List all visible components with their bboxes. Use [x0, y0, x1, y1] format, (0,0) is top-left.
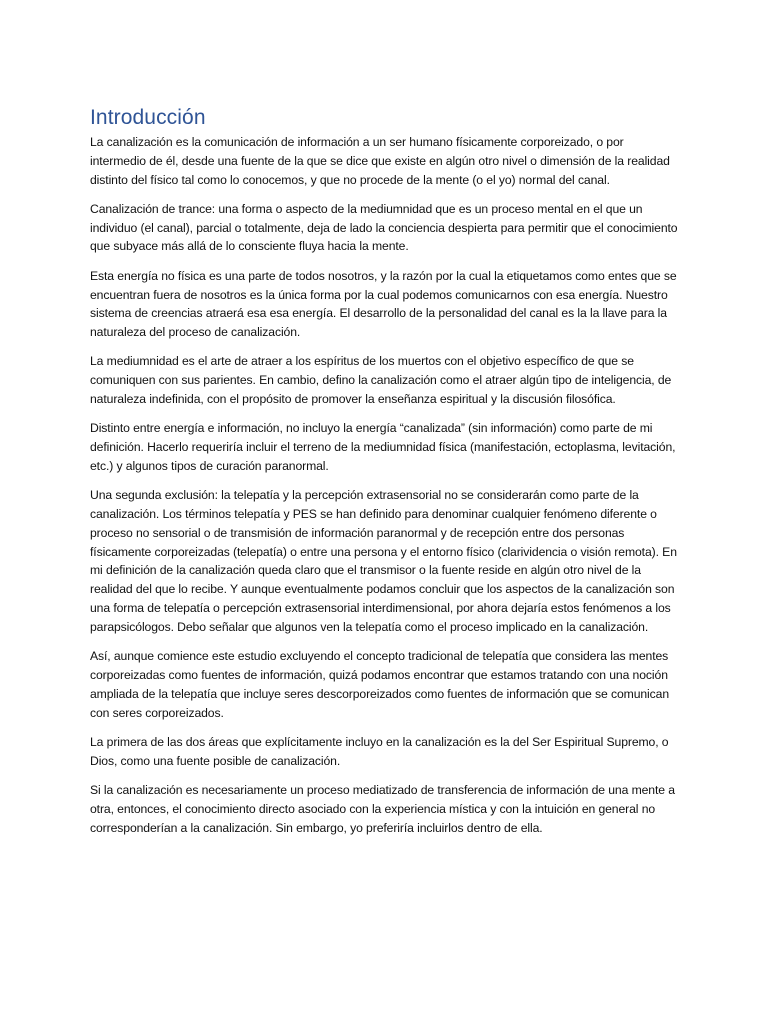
document-title: Introducción: [90, 106, 206, 129]
paragraph-9: Si la canalización es necesariamente un proceso mediatizado de transferencia de información de una mente a otra, entonces, el conocimiento directo asociado con la experiencia mística y con la intuición en general no corresponderían a la canalización. Sin embargo, yo preferiría incluirlos dentro de ella.: [90, 782, 675, 835]
paragraph-4: La mediumnidad es el arte de atraer a los espíritus de los muertos con el objetivo específico de que se comuniquen con sus parientes. En cambio, defino la canalización como el atraer algún tipo de inteligencia, de naturaleza indefinida, con el propósito de promover la enseñanza espiritual y la discusión filosófica.: [90, 354, 672, 407]
paragraph-3: Esta energía no física es una parte de todos nosotros, y la razón por la cual la etiquetamos como entes que se encuentran fuera de nosotros es la única forma por la cual podemos comunicarnos con esa energía. Nuestro sistema de creencias atraerá esa esa energía. El desarrollo de la personalidad del canal es la la llave para la naturaleza del proceso de canalización.: [90, 268, 677, 340]
paragraph-2: Canalización de trance: una forma o aspecto de la mediumnidad que es un proceso mental en el que un individuo (el canal), parcial o totalmente, deja de lado la conciencia despierta para permitir que el conocimiento que subyace más allá de lo consciente fluya hacia la mente.: [90, 201, 678, 254]
paragraph-6: Una segunda exclusión: la telepatía y la percepción extrasensorial no se considerarán como parte de la canalización. Los términos telepatía y PES se han definido para denominar cualquier fenómeno diferente o proceso no sensorial o de transmisión de información paranormal y de recepción entre dos personas físicamente corporeizadas (telepatía) o entre una persona y el entorno físico (clarividencia o visión remota). En mi definición de la canalización queda claro que el transmisor o la fuente reside en algún otro nivel de la realidad del que lo recibe. Y aunque eventualmente podamos concluir que los aspectos de la canalización son una forma de telepatía o percepción extrasensorial interdimensional, por ahora dejaría estos fenómenos a los parapsicólogos. Debo señalar que algunos ven la telepatía como el proceso implicado en la canalización.: [90, 488, 677, 634]
paragraph-7: Así, aunque comience este estudio excluyendo el concepto tradicional de telepatía que considera las mentes corporeizadas como fuentes de información, quizá podamos encontrar que estamos tratando con una noción ampliada de la telepatía que incluye seres descorporeizados como fuentes de información que se comunican con seres corporeizados.: [90, 649, 670, 720]
document-page: [90, 103, 680, 848]
paragraph-8: La primera de las dos áreas que explícitamente incluyo en la canalización es la del Ser Espiritual Supremo, o Dios, como una fuente posible de canalización.: [90, 734, 669, 768]
paragraph-1: La canalización es la comunicación de información a un ser humano físicamente corporeizado, o por intermedio de él, desde una fuente de la que se dice que existe en algún otro nivel o dimensión de la realidad distinto del físico tal como lo conocemos, y que no procede de la mente (o el yo) normal del canal.: [90, 135, 670, 187]
paragraph-5: Distinto entre energía e información, no incluyo la energía “canalizada” (sin información) como parte de mi definición. Hacerlo requeriría incluir el terreno de la mediumnidad física (manifestación, ectoplasma, levitación, etc.) y algunos tipos de curación paranormal.: [90, 421, 676, 473]
